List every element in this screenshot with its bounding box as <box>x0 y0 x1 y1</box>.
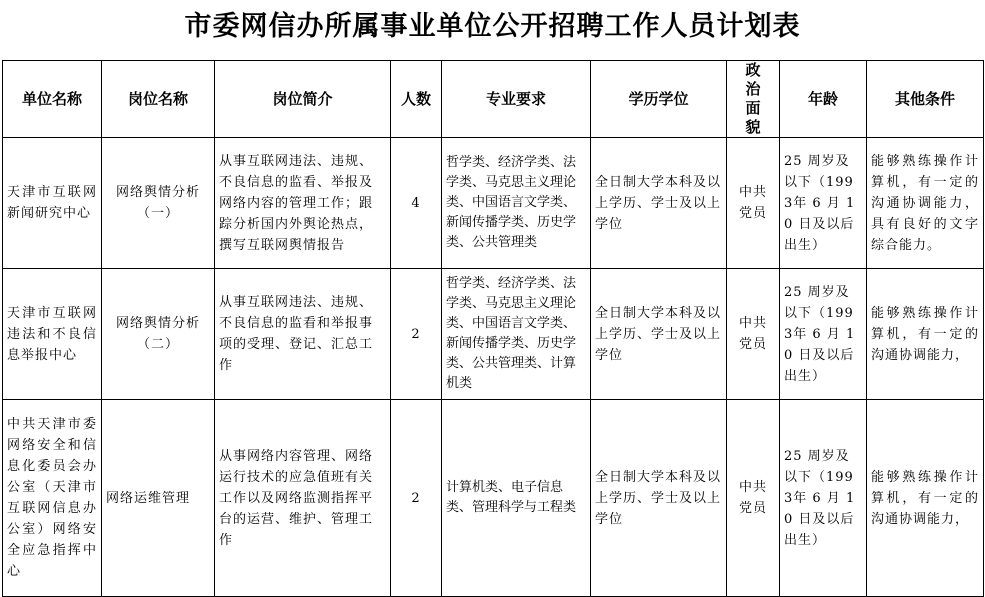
cell-other: 能够熟练操作计算机，有一定的沟通协调能力， <box>867 400 984 597</box>
cell-other: 能够熟练操作计算机，有一定的沟通协调能力， <box>867 269 984 400</box>
table-header-row <box>3 61 984 138</box>
header-education: 学历学位 <box>591 61 727 138</box>
page-title: 市委网信办所属事业单位公开招聘工作人员计划表 <box>184 11 801 42</box>
cell-unit: 天津市互联网新闻研究中心 <box>3 138 102 269</box>
header-count: 人数 <box>391 61 442 138</box>
cell-intro: 从事网络内容管理、网络运行技术的应急值班有关工作以及网络监测指挥平台的运营、维护、管理工作 <box>215 400 391 597</box>
cell-political: 中共党员 <box>727 269 780 400</box>
cell-education: 全日制大学本科及以上学历、学士及以上学位 <box>591 400 727 597</box>
cell-age: 25 周岁及以下（1993年 6 月 10 日及以后出生） <box>780 400 867 597</box>
cell-major: 哲学类、经济学类、法学类、马克思主义理论类、中国语言文学类、新闻传播学类、历史学类、公共管理类、计算机类 <box>442 269 591 400</box>
cell-count: 2 <box>391 269 442 400</box>
cell-education: 全日制大学本科及以上学历、学士及以上学位 <box>591 138 727 269</box>
cell-other: 能够熟练操作计算机，有一定的沟通协调能力，具有良好的文字综合能力。 <box>867 138 984 269</box>
table-row <box>3 138 984 269</box>
cell-major: 哲学类、经济学类、法学类、马克思主义理论类、中国语言文学类、新闻传播学类、历史学类、公共管理类 <box>442 138 591 269</box>
cell-education: 全日制大学本科及以上学历、学士及以上学位 <box>591 269 727 400</box>
header-age: 年龄 <box>780 61 867 138</box>
table-row <box>3 269 984 400</box>
cell-position: 网络舆情分析（一） <box>102 138 215 269</box>
cell-count: 4 <box>391 138 442 269</box>
header-political: 政治面貌 <box>727 61 780 138</box>
cell-unit: 天津市互联网违法和不良信息举报中心 <box>3 269 102 400</box>
cell-major: 计算机类、电子信息类、管理科学与工程类 <box>442 400 591 597</box>
header-position: 岗位名称 <box>102 61 215 138</box>
cell-age: 25 周岁及以下（1993年 6 月 10 日及以后出生） <box>780 138 867 269</box>
table-row <box>3 400 984 597</box>
cell-political: 中共党员 <box>727 400 780 597</box>
cell-unit: 中共天津市委网络安全和信息化委员会办公室（天津市互联网信息办公室）网络安全应急指挥中心 <box>3 400 102 597</box>
cell-position: 网络舆情分析（二） <box>102 269 215 400</box>
cell-political: 中共党员 <box>727 138 780 269</box>
header-major: 专业要求 <box>442 61 591 138</box>
header-intro: 岗位简介 <box>215 61 391 138</box>
recruitment-plan-table <box>2 60 984 597</box>
cell-position: 网络运维管理 <box>102 400 215 597</box>
cell-intro: 从事互联网违法、违规、不良信息的监看和举报事项的受理、登记、汇总工作 <box>215 269 391 400</box>
header-unit: 单位名称 <box>3 61 102 138</box>
cell-count: 2 <box>391 400 442 597</box>
cell-age: 25 周岁及以下（1993年 6 月 10 日及以后出生） <box>780 269 867 400</box>
header-other: 其他条件 <box>867 61 984 138</box>
cell-intro: 从事互联网违法、违规、不良信息的监看、举报及网络内容的管理工作；跟踪分析国内外舆论热点，撰写互联网舆情报告 <box>215 138 391 269</box>
